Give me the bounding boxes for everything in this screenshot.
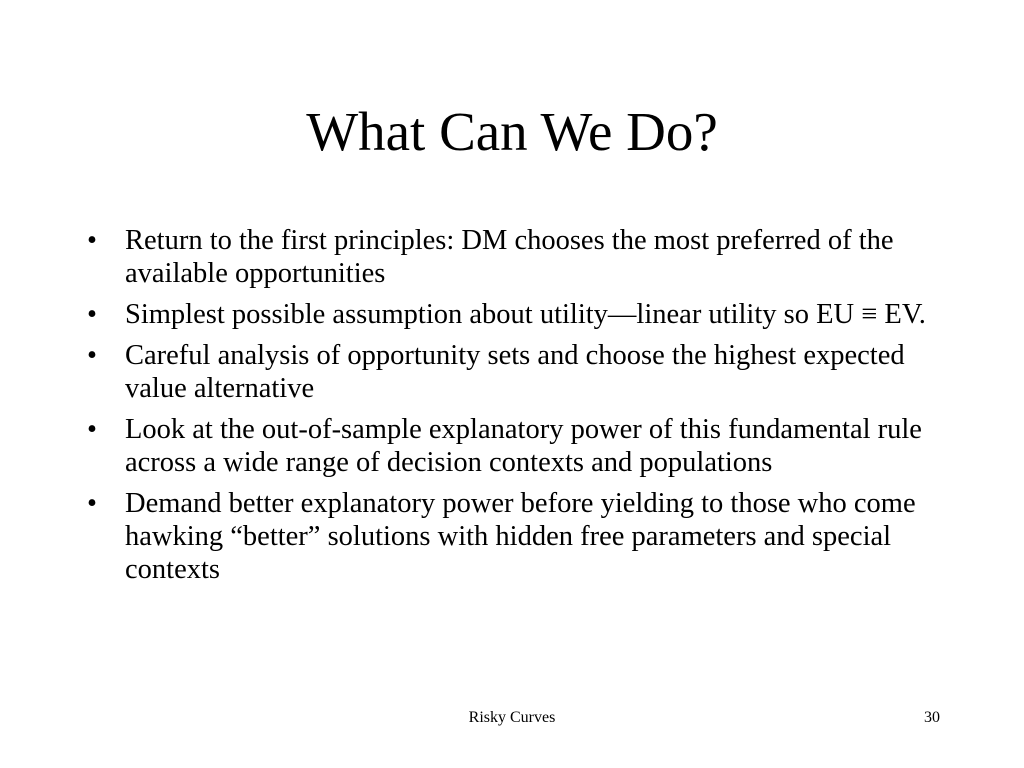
bullet-text: Look at the out-of-sample explanatory power of this fundamental rule across a wide range of decision contexts and populations [125,414,922,478]
bullet-icon: • [87,414,97,445]
bullet-item [87,224,947,290]
bullet-text: Demand better explanatory power before yielding to those who come hawking “better” solutions with hidden free parameters and special contexts [125,488,916,585]
bullet-item [87,413,947,479]
bullet-icon: • [87,340,97,371]
bullet-icon: • [87,488,97,519]
bullet-item [87,487,947,586]
bullet-text: Return to the first principles: DM chooses the most preferred of the available opportunities [125,225,894,289]
bullet-list [87,224,947,594]
footer-title: Risky Curves [468,709,556,726]
bullet-icon: • [87,225,97,256]
page-number: 30 [924,709,940,726]
bullet-text: Simplest possible assumption about utility—linear utility so EU ≡ EV. [125,299,926,330]
bullet-icon: • [87,299,97,330]
bullet-item [87,339,947,405]
slide-title: What Can We Do? [306,101,718,162]
bullet-text: Careful analysis of opportunity sets and choose the highest expected value alternative [125,340,905,404]
bullet-item [87,298,947,331]
